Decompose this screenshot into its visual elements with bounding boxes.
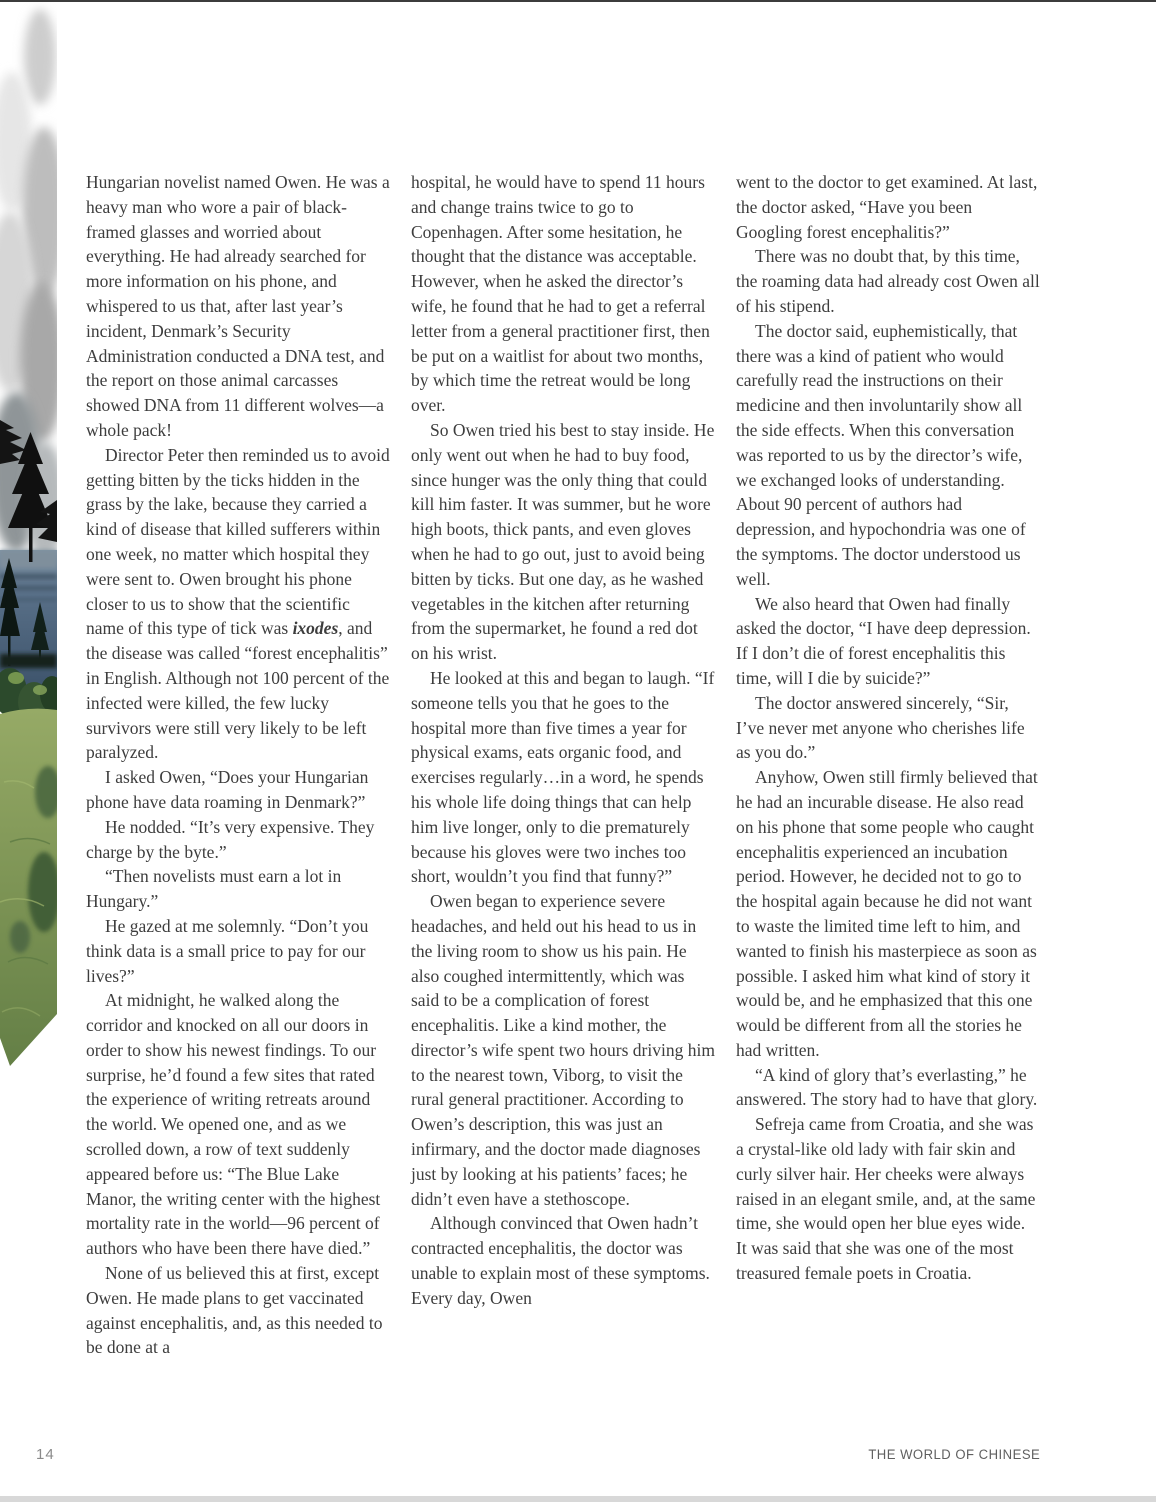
article-text [86, 170, 1040, 1360]
paragraph: He looked at this and began to laugh. “If someone tells you that he goes to the hospital more than five times a year for physical exams, eats organic food, and exercises regularly…in a word, he spends his whole life doing things that can help him live longer, only to die prematurely because his gloves were two inches too short, wouldn’t you find that funny?” [411, 667, 715, 887]
paragraph: He gazed at me solemnly. “Don’t you think data is a small price to pay for our lives?” [86, 915, 369, 986]
text-column-3 [736, 170, 1040, 1360]
paragraph: “Then novelists must earn a lot in Hungary.” [86, 866, 342, 912]
text-column-1 [86, 170, 390, 1360]
page-bottom-edge [0, 1496, 1156, 1502]
forest-lake-illustration-art [0, 2, 57, 1070]
paragraph: At midnight, he walked along the corridor and knocked on all our doors in order to show his newest findings. To our surprise, he’d found a few sites that rated the experience of writing retreats around the world. We opened one, and as we scrolled down, a row of text suddenly appeared before us: “The Blue Lake Manor, the writing center with the highest mortality rate in the world—96 percent of authors who have been there have died.” [86, 990, 381, 1259]
paragraph: We also heard that Owen had finally asked the doctor, “I have deep depression. If I don’t die of forest encephalitis this time, will I die by suicide?” [736, 593, 1031, 688]
paragraph: “A kind of glory that’s everlasting,” he answered. The story had to have that glory. [736, 1064, 1038, 1110]
paragraph: Director Peter then reminded us to avoid getting bitten by the ticks hidden in the grass by the lake, because they carried a kind of disease that killed sufferers within one week, no matter which hospital they were sent to. Owen brought his phone closer to us to show that the scientific name of this type of tick was ixodes, and the disease was called “forest encephalitis” in English. Although not 100 percent of the infected were killed, the few lucky survivors were still very likely to be left paralyzed. [86, 444, 390, 763]
page-top-edge [0, 0, 1156, 2]
paragraph: I asked Owen, “Does your Hungarian phone have data roaming in Denmark?” [86, 767, 369, 812]
paragraph: went to the doctor to get examined. At last, the doctor asked, “Have you been Googling forest encephalitis?” [736, 172, 1038, 242]
publication-name: THE WORLD OF CHINESE [868, 1447, 1040, 1462]
paragraph: So Owen tried his best to stay inside. He only went out when he had to buy food, since hunger was the only thing that could kill him faster. It was summer, but he wore high boots, thick pants, and even gloves when he had to go out, just to avoid being bitten by ticks. But one day, as he washed vegetables in the kitchen after returning from the supermarket, he found a red dot on his wrist. [411, 419, 715, 664]
page-footer [36, 1446, 1040, 1463]
paragraph: Anyhow, Owen still firmly believed that he had an incurable disease. He also read on his phone that some people who caught encephalitis experienced an incubation period. However, he decided not to go to the hospital again because he did not want to waste the limited time left to him, and wanted to finish his masterpiece as soon as possible. I asked him what kind of story it would be, and he emphasized that this one would be different from all the stories he had written. [736, 767, 1038, 1060]
paragraph: The doctor said, euphemistically, that there was a kind of patient who would carefully read the instructions on their medicine and then involuntarily show all the side effects. When this conversation was reported to us by the director’s wife, we exchanged looks of understanding. About 90 percent of authors had depression, and hypochondria was one of the symptoms. The doctor understood us well. [736, 320, 1026, 589]
paragraph: Hungarian novelist named Owen. He was a heavy man who wore a pair of black-framed glasses and worried about everything. He had already searched for more information on his phone, and whispered to us that, after last year’s incident, Denmark’s Security Administration conducted a DNA test, and the report on those animal carcasses showed DNA from 11 different wolves—a whole pack! [86, 172, 390, 440]
paragraph: Sefreja came from Croatia, and she was a crystal-like old lady with fair skin and curly silver hair. Her cheeks were always raised in an elegant smile, and, at the same time, she would open her blue eyes wide. It was said that she was one of the most treasured female poets in Croatia. [736, 1114, 1036, 1284]
page-number: 14 [36, 1446, 55, 1463]
text-column-2 [411, 170, 715, 1360]
paragraph: hospital, he would have to spend 11 hours and change trains twice to go to Copenhagen. After some hesitation, he thought that the distance was acceptable. However, when he asked the director’s wife, he found that he had to get a referral letter from a general practitioner first, then be put on a waitlist for about two months, by which time the retreat would be long over. [411, 172, 710, 416]
paragraph: Although convinced that Owen hadn’t contracted encephalitis, the doctor was unable to explain most of these symptoms. Every day, Owen [411, 1213, 710, 1308]
paragraph: There was no doubt that, by this time, the roaming data had already cost Owen all of his stipend. [736, 246, 1040, 316]
forest-lake-illustration [0, 2, 57, 1070]
paragraph: The doctor answered sincerely, “Sir, I’ve never met anyone who cherishes life as you do.” [736, 692, 1025, 763]
paragraph: He nodded. “It’s very expensive. They charge by the byte.” [86, 816, 375, 862]
paragraph: Owen began to experience severe headaches, and held out his head to us in the living room to show us his pain. He also coughed intermittently, which was said to be a complication of forest encephalitis. Like a kind mother, the director’s wife spent two hours driving him to the nearest town, Viborg, to visit the rural general practitioner. According to Owen’s description, this was just an infirmary, and the doctor made diagnoses just by looking at his patients’ faces; he didn’t even have a stethoscope. [411, 891, 715, 1209]
paragraph: None of us believed this at first, except Owen. He made plans to get vaccinated against encephalitis, and, as this needed to be done at a [86, 1263, 383, 1358]
